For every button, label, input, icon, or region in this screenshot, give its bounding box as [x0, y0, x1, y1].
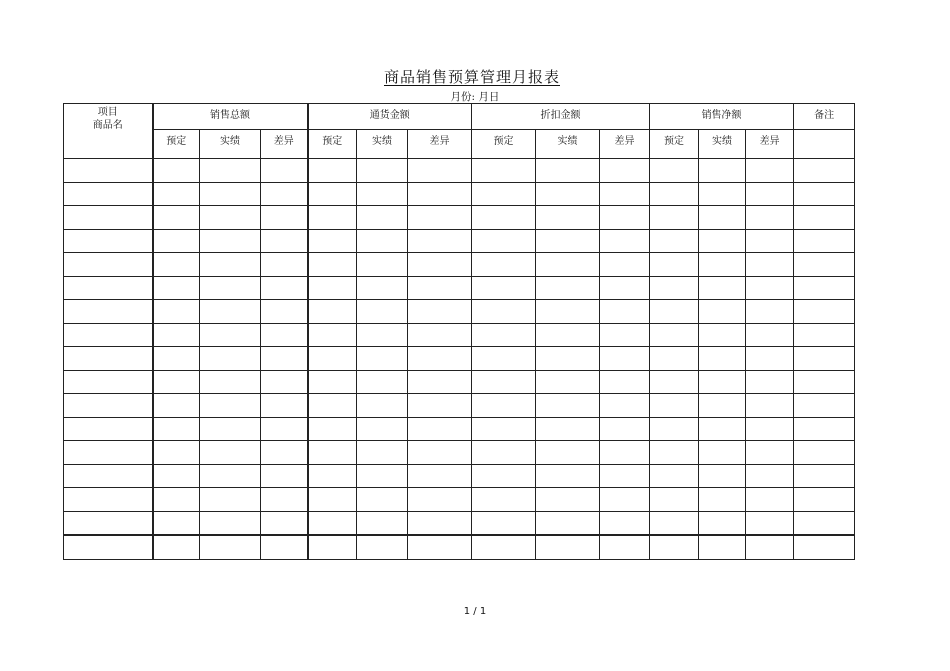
subcol-planned: 预定 [472, 130, 536, 159]
remarks-cell [794, 347, 855, 371]
product-name-header-label: 商品名 [92, 120, 123, 131]
value-cell [536, 300, 600, 324]
value-cell [699, 159, 746, 183]
value-cell [357, 159, 408, 183]
group-header-total-sales: 销售总额 [153, 104, 308, 130]
subcol-variance: 差异 [600, 130, 650, 159]
value-cell [746, 417, 794, 441]
value-cell [699, 206, 746, 230]
value-cell [261, 347, 308, 371]
value-cell [357, 535, 408, 559]
value-cell [699, 464, 746, 488]
value-cell [357, 370, 408, 394]
remarks-cell [794, 394, 855, 418]
value-cell [472, 276, 536, 300]
value-cell [153, 206, 200, 230]
value-cell [650, 394, 699, 418]
product-name-cell [64, 464, 153, 488]
value-cell [308, 511, 357, 535]
value-cell [408, 441, 472, 465]
remarks-cell [794, 276, 855, 300]
value-cell [536, 182, 600, 206]
value-cell [261, 253, 308, 277]
value-cell [600, 441, 650, 465]
value-cell [357, 300, 408, 324]
value-cell [746, 441, 794, 465]
product-name-cell [64, 417, 153, 441]
value-cell [408, 300, 472, 324]
value-cell [308, 347, 357, 371]
value-cell [699, 300, 746, 324]
value-cell [200, 464, 261, 488]
value-cell [600, 347, 650, 371]
value-cell [200, 300, 261, 324]
value-cell [650, 276, 699, 300]
value-cell [600, 182, 650, 206]
value-cell [408, 206, 472, 230]
value-cell [536, 417, 600, 441]
value-cell [472, 347, 536, 371]
group-header-net-sales: 销售净额 [650, 104, 794, 130]
value-cell [308, 253, 357, 277]
product-name-cell [64, 182, 153, 206]
table-row [64, 206, 855, 230]
remarks-cell [794, 417, 855, 441]
value-cell [357, 182, 408, 206]
value-cell [261, 276, 308, 300]
value-cell [200, 441, 261, 465]
value-cell [308, 182, 357, 206]
value-cell [153, 159, 200, 183]
value-cell [408, 394, 472, 418]
value-cell [408, 182, 472, 206]
subcol-variance: 差异 [746, 130, 794, 159]
remarks-cell [794, 370, 855, 394]
value-cell [308, 276, 357, 300]
value-cell [650, 300, 699, 324]
value-cell [308, 488, 357, 512]
value-cell [650, 511, 699, 535]
product-name-cell [64, 511, 153, 535]
value-cell [261, 511, 308, 535]
value-cell [600, 417, 650, 441]
value-cell [746, 535, 794, 559]
product-name-cell [64, 394, 153, 418]
value-cell [200, 159, 261, 183]
page-indicator: 1 / 1 [463, 606, 487, 617]
value-cell [699, 417, 746, 441]
subcol-variance: 差异 [261, 130, 308, 159]
subcol-actual: 实绩 [536, 130, 600, 159]
value-cell [472, 511, 536, 535]
value-cell [746, 464, 794, 488]
value-cell [472, 417, 536, 441]
value-cell [699, 323, 746, 347]
table-row [64, 300, 855, 324]
item-header-label: 项目 [97, 107, 118, 118]
table-row [64, 464, 855, 488]
value-cell [200, 417, 261, 441]
value-cell [472, 394, 536, 418]
value-cell [699, 488, 746, 512]
value-cell [472, 253, 536, 277]
value-cell [153, 511, 200, 535]
value-cell [200, 323, 261, 347]
value-cell [153, 417, 200, 441]
value-cell [746, 276, 794, 300]
value-cell [699, 370, 746, 394]
value-cell [308, 323, 357, 347]
value-cell [650, 253, 699, 277]
value-cell [536, 370, 600, 394]
value-cell [357, 347, 408, 371]
value-cell [153, 488, 200, 512]
value-cell [600, 323, 650, 347]
value-cell [600, 253, 650, 277]
value-cell [153, 182, 200, 206]
value-cell [153, 464, 200, 488]
value-cell [600, 488, 650, 512]
value-cell [357, 323, 408, 347]
value-cell [746, 300, 794, 324]
value-cell [408, 323, 472, 347]
value-cell [200, 182, 261, 206]
value-cell [261, 206, 308, 230]
table-row [64, 535, 855, 559]
value-cell [746, 347, 794, 371]
value-cell [536, 347, 600, 371]
header-row-subcolumns [64, 130, 855, 159]
value-cell [650, 464, 699, 488]
value-cell [699, 229, 746, 253]
value-cell [200, 206, 261, 230]
subcol-planned: 预定 [650, 130, 699, 159]
value-cell [408, 464, 472, 488]
value-cell [650, 488, 699, 512]
value-cell [472, 488, 536, 512]
value-cell [261, 394, 308, 418]
table-row [64, 347, 855, 371]
product-name-cell [64, 347, 153, 371]
value-cell [308, 464, 357, 488]
value-cell [650, 417, 699, 441]
value-cell [261, 370, 308, 394]
header-row-groups [64, 104, 855, 130]
product-name-cell [64, 276, 153, 300]
value-cell [357, 276, 408, 300]
value-cell [261, 323, 308, 347]
value-cell [699, 347, 746, 371]
value-cell [746, 323, 794, 347]
value-cell [746, 370, 794, 394]
product-name-cell [64, 370, 153, 394]
value-cell [357, 441, 408, 465]
value-cell [472, 182, 536, 206]
value-cell [308, 229, 357, 253]
value-cell [153, 347, 200, 371]
value-cell [746, 229, 794, 253]
value-cell [536, 323, 600, 347]
table-row [64, 276, 855, 300]
value-cell [600, 394, 650, 418]
value-cell [472, 464, 536, 488]
table-row [64, 511, 855, 535]
value-cell [153, 323, 200, 347]
remarks-cell [794, 159, 855, 183]
value-cell [308, 370, 357, 394]
remarks-cell [794, 300, 855, 324]
remarks-header: 备注 [794, 104, 855, 130]
table-row [64, 182, 855, 206]
value-cell [536, 511, 600, 535]
value-cell [261, 159, 308, 183]
remarks-cell [794, 206, 855, 230]
value-cell [200, 511, 261, 535]
value-cell [200, 253, 261, 277]
value-cell [408, 253, 472, 277]
value-cell [536, 253, 600, 277]
table-row [64, 159, 855, 183]
value-cell [536, 394, 600, 418]
product-name-cell [64, 441, 153, 465]
value-cell [408, 370, 472, 394]
value-cell [153, 229, 200, 253]
remarks-cell [794, 323, 855, 347]
value-cell [408, 488, 472, 512]
table-row [64, 488, 855, 512]
value-cell [650, 347, 699, 371]
value-cell [200, 347, 261, 371]
product-name-cell [64, 159, 153, 183]
value-cell [600, 370, 650, 394]
value-cell [746, 182, 794, 206]
value-cell [746, 511, 794, 535]
product-name-cell [64, 323, 153, 347]
value-cell [650, 370, 699, 394]
value-cell [357, 488, 408, 512]
subcol-planned: 预定 [153, 130, 200, 159]
value-cell [650, 229, 699, 253]
value-cell [699, 394, 746, 418]
value-cell [357, 229, 408, 253]
remarks-cell [794, 464, 855, 488]
remarks-cell [794, 441, 855, 465]
value-cell [536, 488, 600, 512]
value-cell [650, 206, 699, 230]
value-cell [650, 182, 699, 206]
value-cell [600, 276, 650, 300]
value-cell [699, 253, 746, 277]
value-cell [600, 511, 650, 535]
value-cell [153, 394, 200, 418]
remarks-cell [794, 253, 855, 277]
value-cell [261, 535, 308, 559]
value-cell [200, 488, 261, 512]
value-cell [408, 347, 472, 371]
month-date-line: 月份: 月日 [450, 91, 500, 103]
table-body [64, 159, 855, 560]
table-row [64, 394, 855, 418]
value-cell [600, 229, 650, 253]
subcol-actual: 实绩 [699, 130, 746, 159]
value-cell [408, 276, 472, 300]
value-cell [699, 535, 746, 559]
value-cell [472, 206, 536, 230]
value-cell [536, 229, 600, 253]
table-row [64, 370, 855, 394]
budget-report-table [63, 103, 855, 560]
table-row [64, 253, 855, 277]
value-cell [308, 394, 357, 418]
value-cell [357, 394, 408, 418]
value-cell [261, 182, 308, 206]
value-cell [699, 276, 746, 300]
value-cell [153, 535, 200, 559]
value-cell [261, 488, 308, 512]
value-cell [200, 394, 261, 418]
value-cell [308, 417, 357, 441]
value-cell [308, 441, 357, 465]
product-name-cell [64, 488, 153, 512]
item-header-cell [64, 104, 153, 159]
group-header-currency-amount: 通货金额 [308, 104, 472, 130]
value-cell [153, 276, 200, 300]
subcol-actual: 实绩 [200, 130, 261, 159]
value-cell [472, 535, 536, 559]
value-cell [536, 159, 600, 183]
value-cell [357, 253, 408, 277]
value-cell [536, 441, 600, 465]
table-row [64, 229, 855, 253]
value-cell [536, 206, 600, 230]
value-cell [746, 488, 794, 512]
value-cell [746, 253, 794, 277]
value-cell [200, 276, 261, 300]
value-cell [261, 441, 308, 465]
value-cell [699, 441, 746, 465]
subcol-planned: 预定 [308, 130, 357, 159]
value-cell [153, 300, 200, 324]
table-row [64, 323, 855, 347]
value-cell [200, 370, 261, 394]
value-cell [408, 417, 472, 441]
value-cell [746, 394, 794, 418]
value-cell [357, 206, 408, 230]
value-cell [408, 535, 472, 559]
value-cell [261, 417, 308, 441]
value-cell [600, 159, 650, 183]
product-name-cell [64, 229, 153, 253]
value-cell [472, 441, 536, 465]
subcol-actual: 实绩 [357, 130, 408, 159]
report-title: 商品销售预算管理月报表 [383, 68, 560, 86]
remarks-cell [794, 488, 855, 512]
value-cell [357, 511, 408, 535]
value-cell [200, 229, 261, 253]
value-cell [308, 206, 357, 230]
remarks-cell [794, 229, 855, 253]
value-cell [408, 159, 472, 183]
value-cell [472, 159, 536, 183]
value-cell [472, 229, 536, 253]
value-cell [536, 464, 600, 488]
value-cell [308, 300, 357, 324]
value-cell [357, 417, 408, 441]
value-cell [746, 206, 794, 230]
value-cell [699, 511, 746, 535]
value-cell [357, 464, 408, 488]
value-cell [261, 229, 308, 253]
value-cell [153, 370, 200, 394]
value-cell [472, 300, 536, 324]
value-cell [261, 464, 308, 488]
value-cell [536, 276, 600, 300]
value-cell [746, 159, 794, 183]
value-cell [308, 535, 357, 559]
group-header-discount-amount: 折扣金额 [472, 104, 650, 130]
table-row [64, 441, 855, 465]
product-name-cell [64, 253, 153, 277]
value-cell [200, 535, 261, 559]
value-cell [699, 182, 746, 206]
product-name-cell [64, 300, 153, 324]
remarks-cell [794, 535, 855, 559]
value-cell [408, 511, 472, 535]
value-cell [261, 300, 308, 324]
value-cell [600, 464, 650, 488]
value-cell [408, 229, 472, 253]
remarks-subcell [794, 130, 855, 159]
value-cell [650, 535, 699, 559]
remarks-cell [794, 182, 855, 206]
subcol-variance: 差异 [408, 130, 472, 159]
value-cell [153, 441, 200, 465]
value-cell [650, 441, 699, 465]
value-cell [600, 300, 650, 324]
value-cell [472, 323, 536, 347]
value-cell [308, 159, 357, 183]
value-cell [600, 206, 650, 230]
value-cell [600, 535, 650, 559]
product-name-cell [64, 206, 153, 230]
value-cell [536, 535, 600, 559]
value-cell [650, 323, 699, 347]
table-row [64, 417, 855, 441]
product-name-cell [64, 535, 153, 559]
value-cell [472, 370, 536, 394]
value-cell [153, 253, 200, 277]
remarks-cell [794, 511, 855, 535]
value-cell [650, 159, 699, 183]
